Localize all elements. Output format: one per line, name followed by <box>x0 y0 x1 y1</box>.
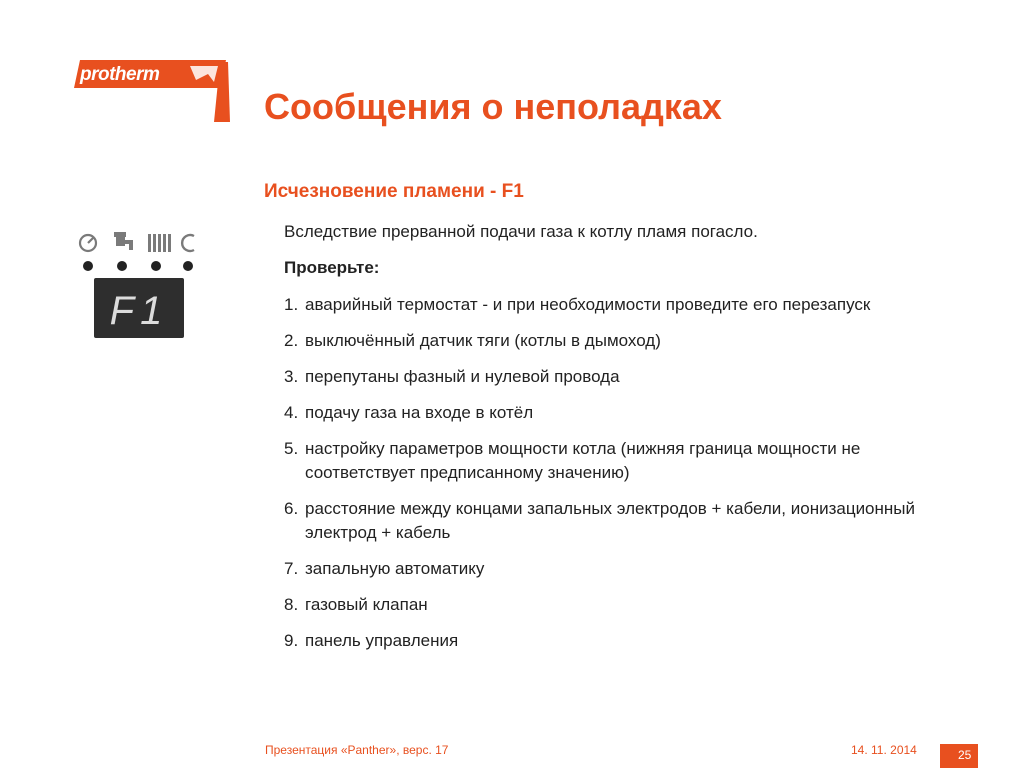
step-number: 2. <box>284 331 299 350</box>
step-number: 1. <box>284 295 299 314</box>
list-item <box>284 401 944 425</box>
list-item <box>284 593 944 617</box>
error-display <box>94 278 184 338</box>
list-item <box>284 437 944 485</box>
step-number: 3. <box>284 367 299 386</box>
list-item <box>284 329 944 353</box>
step-text: газовый клапан <box>305 595 428 614</box>
step-number: 9. <box>284 631 299 650</box>
panel-icons <box>74 228 202 278</box>
step-number: 5. <box>284 439 299 458</box>
check-label: Проверьте: <box>284 258 380 277</box>
step-number: 8. <box>284 595 299 614</box>
indicator-dot <box>83 261 93 271</box>
logo-text: protherm <box>80 64 160 85</box>
protherm-logo <box>70 60 230 122</box>
seven-segment-display <box>94 278 184 338</box>
section-subtitle: Исчезновение пламени - F1 <box>264 181 524 202</box>
list-item <box>284 497 944 545</box>
intro-text: Вследствие прерванной подачи газа к котлу пламя погасло. <box>284 222 758 241</box>
step-text: подачу газа на входе в котёл <box>305 403 534 422</box>
indicator-dot <box>151 261 161 271</box>
indicator-dot <box>183 261 193 271</box>
step-text: выключённый датчик тяги (котлы в дымоход) <box>305 331 661 350</box>
display-code: F1 <box>109 289 169 333</box>
list-item <box>284 293 944 317</box>
step-text: расстояние между концами запальных электродов + кабели, ионизационный электрод + кабель <box>305 499 916 542</box>
hot-water-tap-icon <box>114 232 133 250</box>
step-text: панель управления <box>305 631 459 650</box>
list-item <box>284 629 944 653</box>
step-number: 4. <box>284 403 299 422</box>
indicator-dot <box>117 261 127 271</box>
footer-date: 14. 11. 2014 <box>851 743 917 757</box>
thermometer-dial-icon <box>80 235 96 251</box>
standby-icon <box>182 235 194 251</box>
list-item <box>284 365 944 389</box>
radiator-icon <box>148 234 171 252</box>
step-text: настройку параметров мощности котла (нижняя граница мощности не соответствует предписанному значению) <box>305 439 861 482</box>
footer-presentation: Презентация «Panther», верс. 17 <box>265 743 449 757</box>
steps-list <box>284 293 944 665</box>
page-number: 25 <box>958 748 972 762</box>
step-number: 6. <box>284 499 299 518</box>
step-number: 7. <box>284 559 299 578</box>
page-title: Сообщения о неполадках <box>264 86 722 127</box>
step-text: аварийный термостат - и при необходимости проведите его перезапуск <box>305 295 871 314</box>
list-item <box>284 557 944 581</box>
step-text: запальную автоматику <box>305 559 485 578</box>
step-text: перепутаны фазный и нулевой провода <box>305 367 620 386</box>
